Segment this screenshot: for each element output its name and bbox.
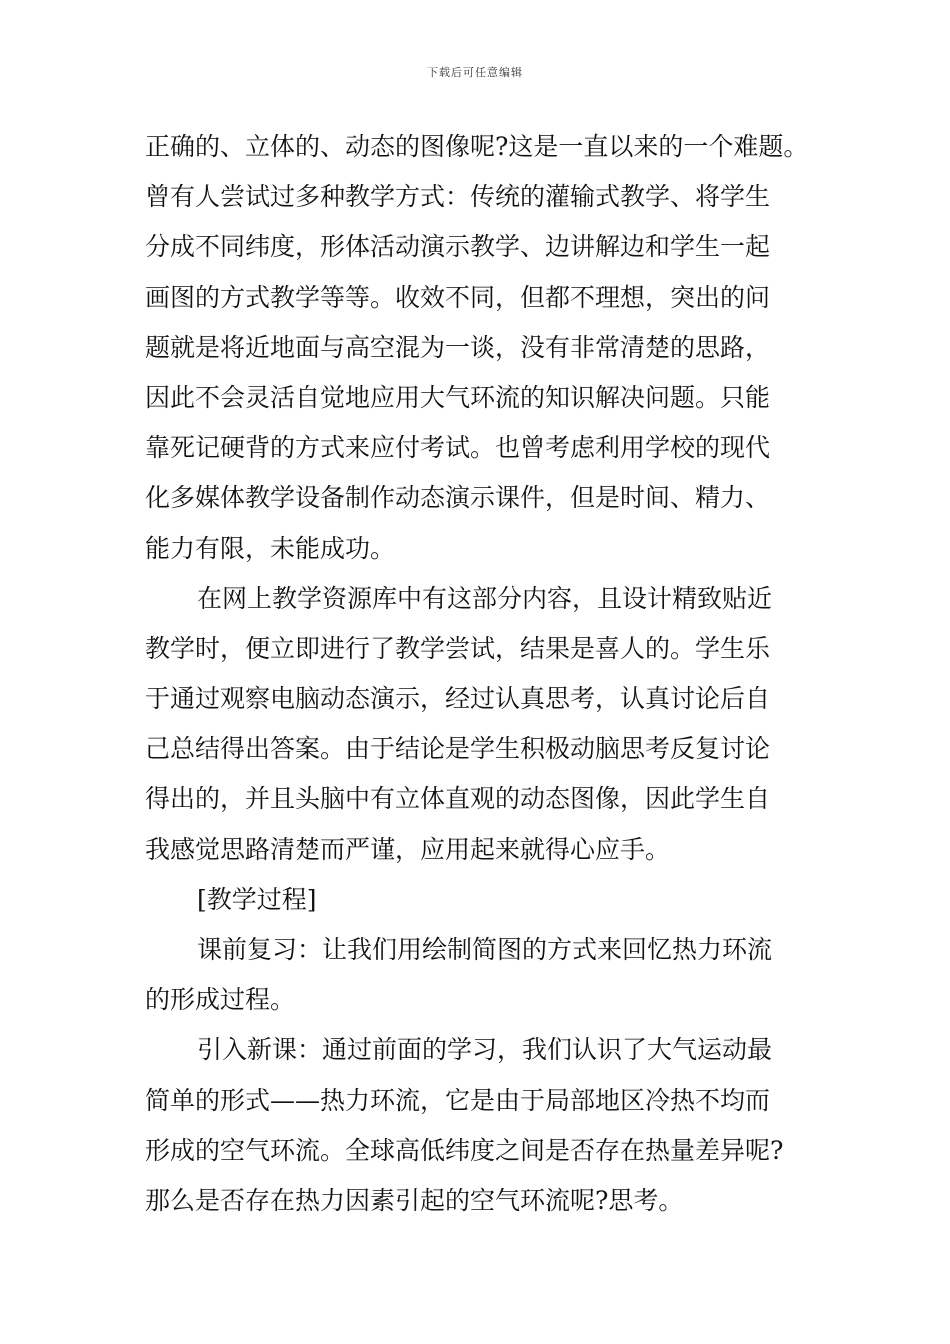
text-line: 简单的形式——热力环流，它是由于局部地区冷热不均而 bbox=[145, 1085, 771, 1115]
page-header: 下载后可任意编辑 bbox=[427, 66, 523, 79]
text-line: 题就是将近地面与高空混为一谈，没有非常清楚的思路， bbox=[145, 332, 771, 362]
body-text bbox=[145, 122, 845, 1226]
text-line: 靠死记硬背的方式来应付考试。也曾考虑利用学校的现代 bbox=[145, 433, 771, 463]
paragraph-start-line: 课前复习：让我们用绘制简图的方式来回忆热力环流 bbox=[197, 935, 773, 964]
text-line: 画图的方式教学等等。收效不同，但都不理想，突出的问 bbox=[145, 282, 771, 312]
text-line: 那么是否存在热力因素引起的空气环流呢?思考。 bbox=[145, 1185, 684, 1215]
text-line: 化多媒体教学设备制作动态演示课件，但是时间、精力、 bbox=[145, 483, 771, 513]
text-line: 的形成过程。 bbox=[145, 985, 296, 1015]
text-line: 能力有限，未能成功。 bbox=[145, 533, 396, 563]
text-line: 分成不同纬度，形体活动演示教学、边讲解边和学生一起 bbox=[145, 232, 771, 262]
paragraph-start-line: 在网上教学资源库中有这部分内容，且设计精致贴近 bbox=[197, 583, 773, 613]
text-line: 因此不会灵活自觉地应用大气环流的知识解决问题。只能 bbox=[145, 382, 771, 412]
text-line: 形成的空气环流。全球高低纬度之间是否存在热量差异呢? bbox=[145, 1135, 784, 1165]
text-line: 教学时，便立即进行了教学尝试，结果是喜人的。学生乐 bbox=[145, 633, 771, 663]
text-line: 正确的、立体的、动态的图像呢?这是一直以来的一个难题。 bbox=[145, 132, 809, 161]
text-line: 我感觉思路清楚而严谨，应用起来就得心应手。 bbox=[145, 834, 671, 864]
text-line: 己总结得出答案。由于结论是学生积极动脑思考反复讨论 bbox=[145, 734, 771, 764]
text-line: 得出的，并且头脑中有立体直观的动态图像，因此学生自 bbox=[145, 784, 771, 814]
text-line: 曾有人尝试过多种教学方式：传统的灌输式教学、将学生 bbox=[145, 182, 771, 212]
paragraph-start-line: 引入新课：通过前面的学习，我们认识了大气运动最 bbox=[197, 1035, 773, 1065]
text-line: 于通过观察电脑动态演示，经过认真思考，认真讨论后自 bbox=[145, 684, 771, 714]
section-heading: [教学过程] bbox=[197, 884, 317, 914]
